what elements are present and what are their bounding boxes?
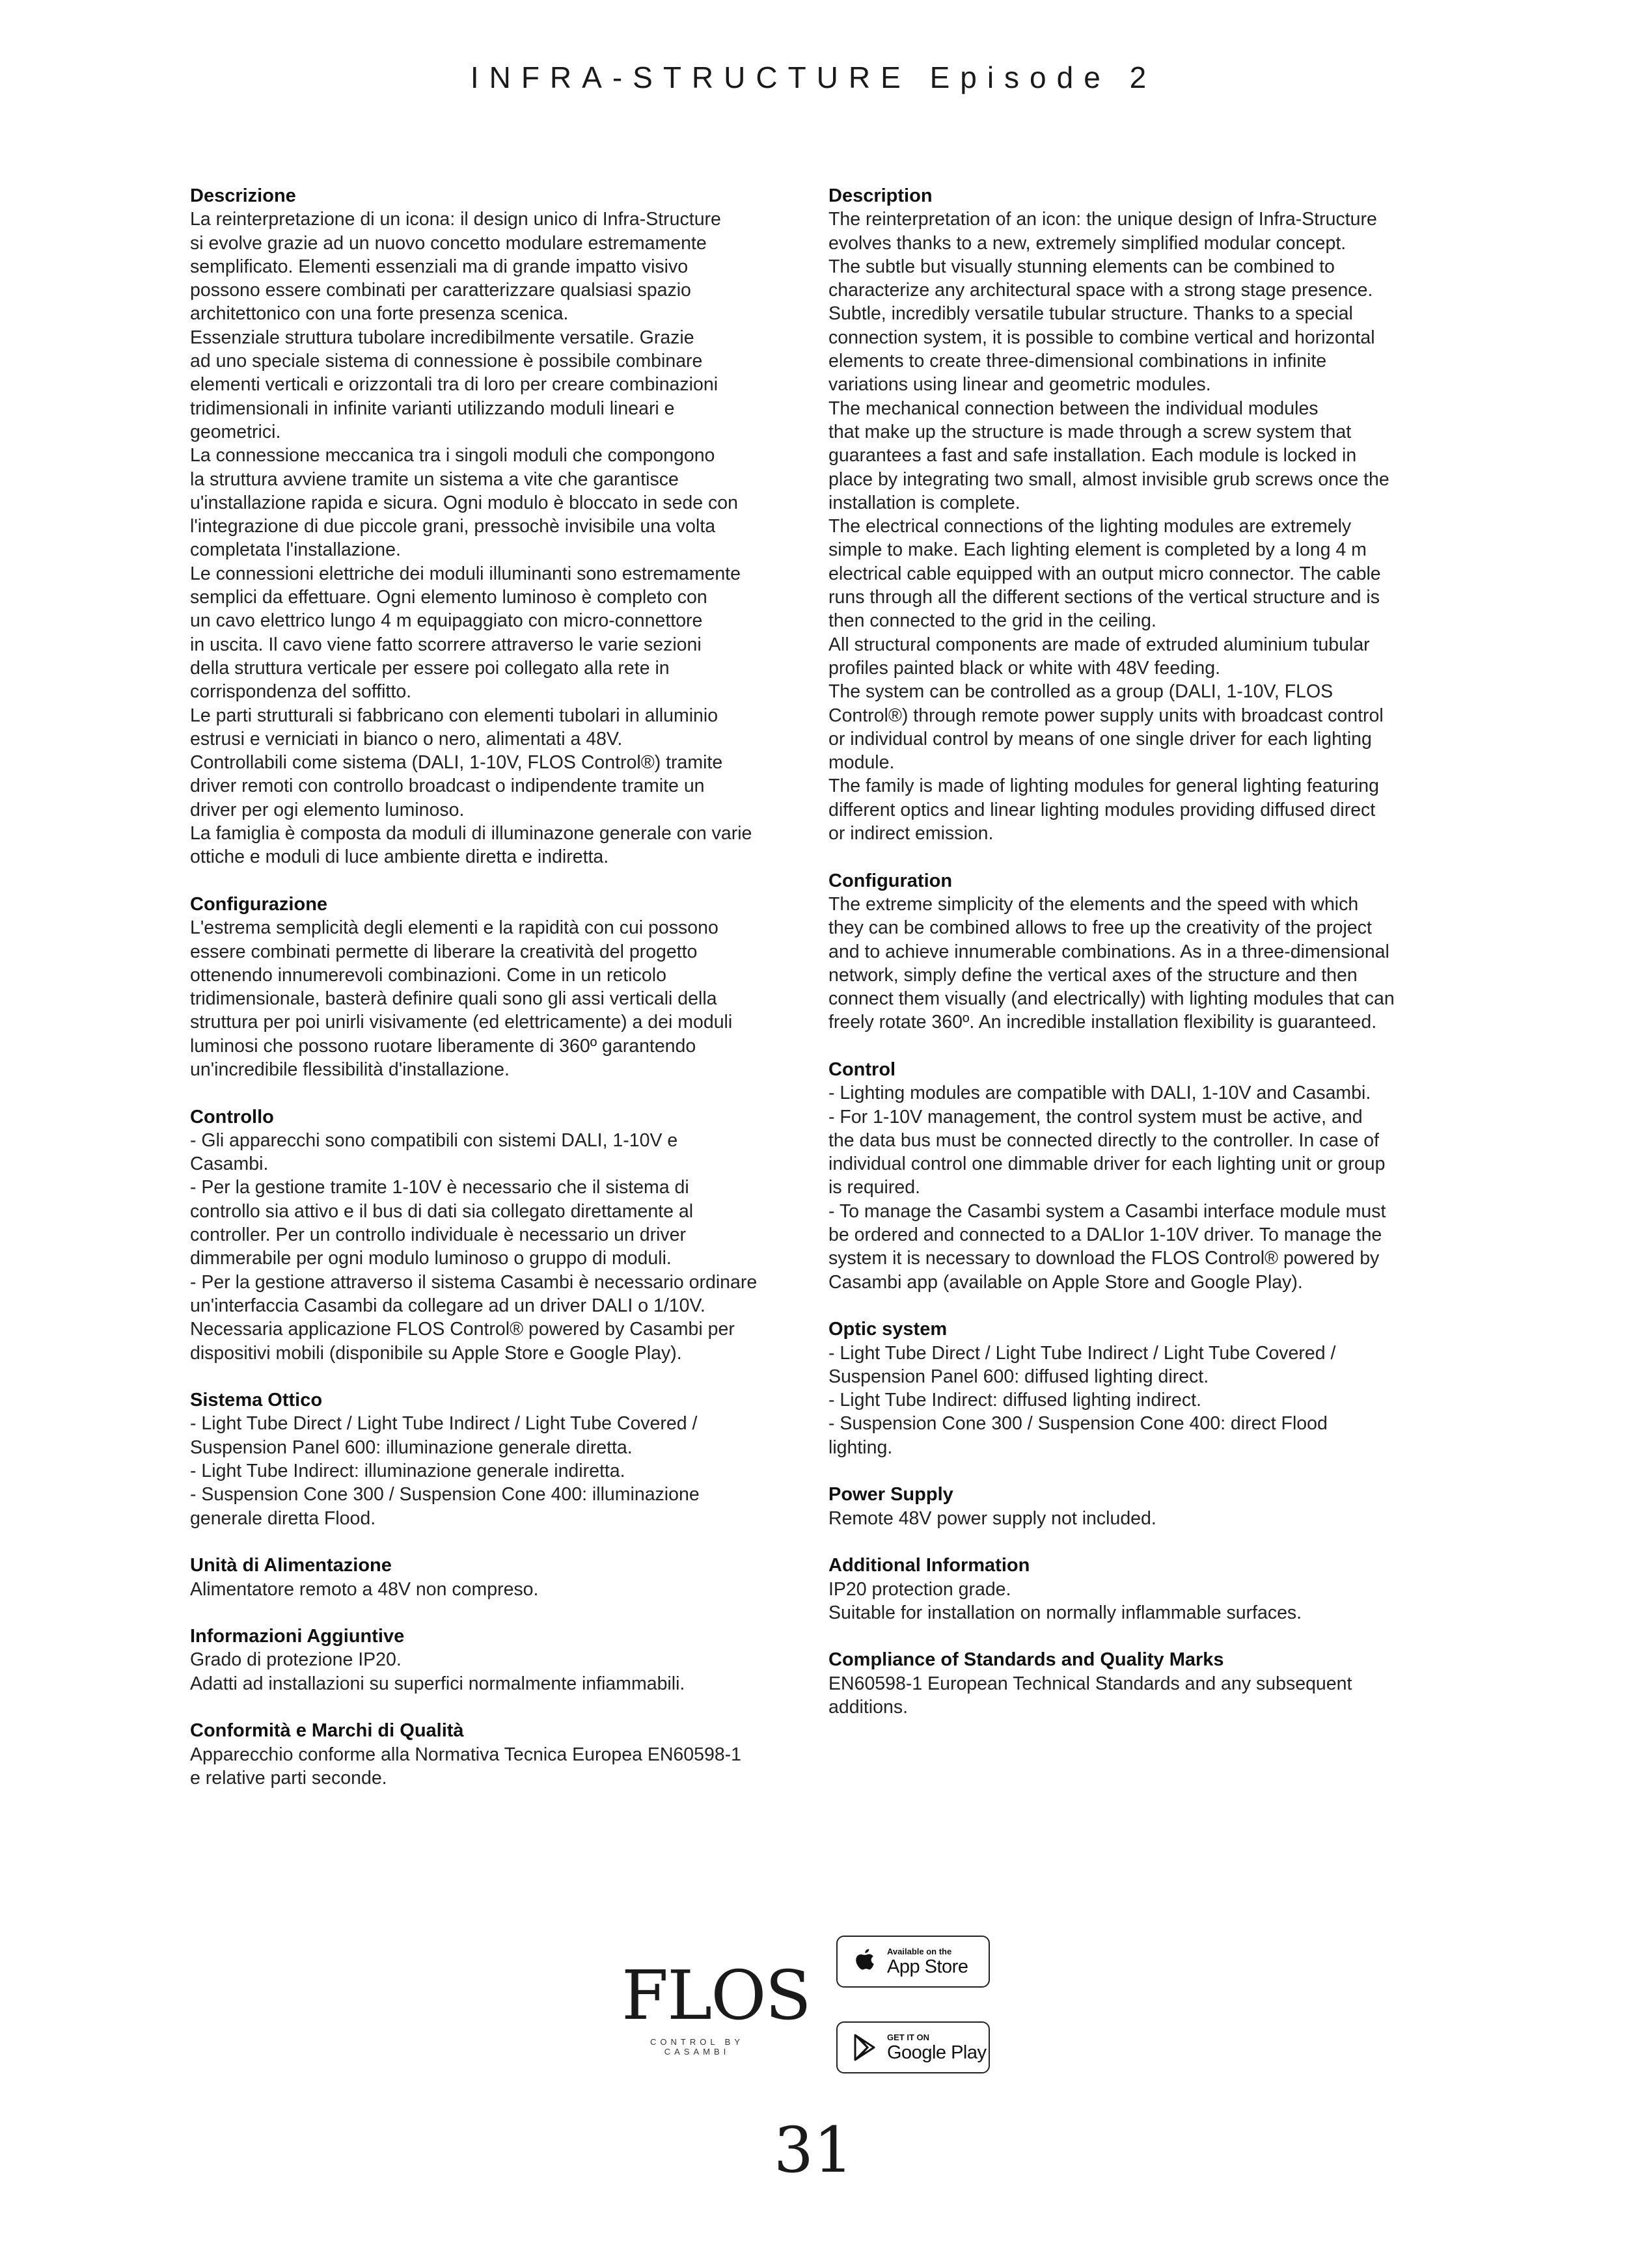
body-line: or indirect emission. [828, 823, 994, 844]
body-line: connection system, it is possible to combine vertical and horizontal [828, 327, 1375, 348]
body-line: e relative parti seconde. [190, 1767, 387, 1789]
flos-logo-subtitle: CONTROL BY CASAMBI [649, 2037, 745, 2057]
body-line: luminosi che possono ruotare liberamente di 360º garantendo [190, 1035, 696, 1057]
body-line: the data bus must be connected directly to the controller. In case of [828, 1129, 1379, 1151]
section-heading: Configuration [828, 870, 953, 891]
apple-icon [852, 1947, 878, 1976]
body-line: freely rotate 360º. An incredible installation flexibility is guaranteed. [828, 1012, 1377, 1033]
body-line: driver per ogi elemento luminoso. [190, 799, 465, 820]
italian-section [190, 1625, 802, 1695]
body-line: - Lighting modules are compatible with DALI, 1-10V and Casambi. [828, 1083, 1371, 1104]
page-title: INFRA-STRUCTURE Episode 2 [470, 61, 1157, 94]
body-line: All structural components are made of extruded aluminium tubular [828, 634, 1370, 655]
body-line: dispositivi mobili (disponibile su Apple Store e Google Play). [190, 1342, 682, 1364]
body-line: struttura per poi unirli visivamente (ed elettricamente) a dei moduli [190, 1012, 733, 1033]
body-line: tridimensionale, basterà definire quali sono gli assi verticali della [190, 988, 717, 1010]
english-section [828, 1317, 1440, 1459]
body-line: un'interfaccia Casambi da collegare ad un driver DALI o 1/10V. [190, 1295, 705, 1316]
body-line: essere combinati permette di liberare la creatività del progetto [190, 941, 698, 962]
body-line: EN60598-1 European Technical Standards and any subsequent [828, 1673, 1352, 1694]
app-store-small-text: Available on the [887, 1946, 952, 1956]
body-line: The subtle but visually stunning elements can be combined to [828, 256, 1335, 277]
body-line: The system can be controlled as a group (DALI, 1-10V, FLOS [828, 681, 1333, 703]
body-line: un'incredibile flessibilità d'installazione. [190, 1059, 510, 1080]
section-heading: Power Supply [828, 1484, 953, 1505]
app-store-button[interactable] [836, 1936, 990, 1988]
italian-section [190, 1388, 802, 1530]
body-line: The extreme simplicity of the elements and the speed with which [828, 893, 1359, 915]
google-play-small-text: GET IT ON [887, 2032, 929, 2042]
italian-section [190, 1719, 802, 1790]
english-section [828, 1058, 1440, 1294]
body-line: possono essere combinati per caratterizzare qualsiasi spazio [190, 280, 691, 301]
body-line: Le parti strutturali si fabbricano con elementi tubolari in alluminio [190, 705, 718, 726]
body-line: ottenendo innumerevoli combinazioni. Come in un reticolo [190, 964, 666, 986]
body-line: driver remoti con controllo broadcast o indipendente tramite un [190, 776, 705, 797]
body-line: Suspension Panel 600: illuminazione generale diretta. [190, 1437, 633, 1458]
body-line: Alimentatore remoto a 48V non compreso. [190, 1578, 539, 1600]
body-line: della struttura verticale per essere poi collegato alla rete in [190, 657, 670, 679]
body-line: - Per la gestione tramite 1-10V è necessario che il sistema di [190, 1177, 689, 1198]
body-line: The electrical connections of the lighting modules are extremely [828, 516, 1352, 537]
body-line: Suitable for installation on normally inflammable surfaces. [828, 1602, 1302, 1623]
body-line: elementi verticali e orizzontali tra di loro per creare combinazioni [190, 374, 718, 396]
body-line: Le connessioni elettriche dei moduli illuminanti sono estremamente [190, 563, 741, 584]
body-line: completata l'installazione. [190, 539, 401, 561]
body-line: module. [828, 752, 895, 774]
body-line: they can be combined allows to free up the creativity of the project [828, 917, 1372, 939]
body-line: semplici da effettuare. Ogni elemento luminoso è completo con [190, 587, 707, 608]
body-line: installation is complete. [828, 492, 1020, 513]
italian-section [190, 1554, 802, 1601]
body-line: corrispondenza del soffitto. [190, 681, 412, 703]
section-heading: Control [828, 1059, 896, 1080]
body-line: Control®) through remote power supply units with broadcast control [828, 705, 1384, 726]
section-heading: Unità di Alimentazione [190, 1555, 392, 1576]
body-line: or individual control by means of one single driver for each lighting [828, 728, 1372, 749]
body-line: architettonico con una forte presenza scenica. [190, 303, 569, 325]
body-line: evolves thanks to a new, extremely simplified modular concept. [828, 232, 1347, 254]
app-store-label: App Store [887, 1956, 968, 1977]
section-heading: Description [828, 185, 933, 206]
body-line: Subtle, incredibly versatile tubular structure. Thanks to a special [828, 303, 1353, 325]
body-line: - Suspension Cone 300 / Suspension Cone 400: direct Flood [828, 1413, 1328, 1435]
body-line: Casambi. [190, 1154, 269, 1175]
body-line: The mechanical connection between the individual modules [828, 398, 1319, 419]
body-line: The reinterpretation of an icon: the unique design of Infra-Structure [828, 209, 1377, 230]
google-play-button[interactable] [836, 2021, 990, 2073]
body-line: Necessaria applicazione FLOS Control® powered by Casambi per [190, 1319, 735, 1340]
body-line: - Per la gestione attraverso il sistema Casambi è necessario ordinare [190, 1271, 758, 1293]
page-number: 31 [773, 2114, 854, 2187]
body-line: Grado di protezione IP20. [190, 1649, 402, 1671]
english-section [828, 1483, 1440, 1530]
body-line: electrical cable equipped with an output micro connector. The cable [828, 563, 1381, 584]
google-play-label: Google Play [887, 2042, 987, 2063]
italian-section [190, 184, 802, 869]
body-line: semplificato. Elementi essenziali ma di grande impatto visivo [190, 256, 689, 277]
english-section [828, 869, 1440, 1034]
body-line: connect them visually (and electrically) with lighting modules that can [828, 988, 1395, 1010]
body-line: controller. Per un controllo individuale è necessario un driver [190, 1224, 686, 1246]
body-line: profiles painted black or white with 48V feeding. [828, 657, 1221, 679]
body-line: - Light Tube Direct / Light Tube Indirect / Light Tube Covered / [190, 1413, 698, 1435]
body-line: Essenziale struttura tubolare incredibilmente versatile. Grazie [190, 327, 694, 348]
body-line: l'integrazione di due piccole grani, pressochè invisibile una volta [190, 516, 716, 537]
body-line: Controllabili come sistema (DALI, 1-10V, FLOS Control®) tramite [190, 752, 723, 774]
body-line: La famiglia è composta da moduli di illuminazone generale con varie [190, 823, 752, 844]
body-line: - Light Tube Indirect: illuminazione generale indiretta. [190, 1461, 625, 1482]
body-line: system it is necessary to download the FLOS Control® powered by [828, 1248, 1380, 1269]
body-line: different optics and linear lighting modules providing diffused direct [828, 799, 1376, 820]
body-line: Remote 48V power supply not included. [828, 1507, 1156, 1529]
body-line: is required. [828, 1177, 920, 1198]
body-line: dimmerabile per ogni modulo luminoso o gruppo di moduli. [190, 1248, 672, 1269]
body-line: L'estrema semplicità degli elementi e la rapidità con cui possono [190, 917, 718, 939]
body-line: then connected to the grid in the ceiling. [828, 610, 1156, 632]
body-line: - For 1-10V management, the control system must be active, and [828, 1106, 1363, 1127]
google-play-icon [852, 2033, 878, 2062]
body-line: simple to make. Each lighting element is completed by a long 4 m [828, 539, 1367, 561]
body-line: - Light Tube Direct / Light Tube Indirect / Light Tube Covered / [828, 1342, 1336, 1364]
body-line: in uscita. Il cavo viene fatto scorrere attraverso le varie sezioni [190, 634, 702, 655]
body-line: La connessione meccanica tra i singoli moduli che compongono [190, 445, 715, 466]
body-line: - Light Tube Indirect: diffused lighting indirect. [828, 1390, 1201, 1411]
body-line: characterize any architectural space with a strong stage presence. [828, 280, 1373, 301]
body-line: u'installazione rapida e sicura. Ogni modulo è bloccato in sede con [190, 492, 738, 513]
body-line: - Suspension Cone 300 / Suspension Cone 400: illuminazione [190, 1484, 700, 1505]
body-line: estrusi e verniciati in bianco o nero, alimentati a 48V. [190, 728, 623, 749]
body-line: - Gli apparecchi sono compatibili con sistemi DALI, 1-10V e [190, 1129, 678, 1151]
body-line: and to achieve innumerable combinations. As in a three-dimensional [828, 941, 1389, 962]
body-line: Apparecchio conforme alla Normativa Tecnica Europea EN60598-1 [190, 1744, 742, 1765]
flos-logo [622, 1956, 810, 2057]
body-line: network, simply define the vertical axes of the structure and then [828, 964, 1358, 986]
body-line: ottiche e moduli di luce ambiente diretta e indiretta. [190, 846, 609, 868]
body-line: La reinterpretazione di un icona: il design unico di Infra-Structure [190, 209, 721, 230]
section-heading: Compliance of Standards and Quality Marks [828, 1649, 1224, 1671]
section-heading: Informazioni Aggiuntive [190, 1626, 405, 1647]
english-section [828, 184, 1440, 845]
body-line: un cavo elettrico lungo 4 m equipaggiato con micro-connettore [190, 610, 703, 632]
body-line: generale diretta Flood. [190, 1507, 376, 1529]
body-line: geometrici. [190, 421, 281, 442]
body-line: individual control one dimmable driver for each lighting unit or group [828, 1154, 1386, 1175]
body-line: ad uno speciale sistema di connessione è possibile combinare [190, 351, 703, 372]
body-line: lighting. [828, 1437, 893, 1458]
body-line: tridimensionali in infinite varianti utilizzando moduli lineari e [190, 398, 675, 419]
section-heading: Configurazione [190, 893, 328, 915]
section-heading: Optic system [828, 1319, 948, 1340]
body-line: Suspension Panel 600: diffused lighting direct. [828, 1366, 1209, 1387]
body-line: runs through all the different sections of the vertical structure and is [828, 587, 1380, 608]
section-heading: Descrizione [190, 185, 296, 206]
body-line: si evolve grazie ad un nuovo concetto modulare estremamente [190, 232, 707, 254]
body-line: be ordered and connected to a DALIor 1-10V driver. To manage the [828, 1224, 1382, 1246]
section-heading: Additional Information [828, 1555, 1030, 1576]
italian-column [190, 184, 802, 1813]
body-line: IP20 protection grade. [828, 1578, 1011, 1600]
body-line: la struttura avviene tramite un sistema a vite che garantisce [190, 468, 679, 490]
section-heading: Controllo [190, 1106, 274, 1127]
body-line: variations using linear and geometric modules. [828, 374, 1211, 396]
body-line: that make up the structure is made through a screw system that [828, 421, 1352, 442]
body-line: Adatti ad installazioni su superfici normalmente infiammabili. [190, 1673, 685, 1694]
body-line: - To manage the Casambi system a Casambi interface module must [828, 1200, 1386, 1222]
italian-section [190, 1105, 802, 1365]
body-line: guarantees a fast and safe installation. Each module is locked in [828, 445, 1357, 466]
body-line: place by integrating two small, almost invisible grub screws once the [828, 468, 1389, 490]
body-line: The family is made of lighting modules for general lighting featuring [828, 776, 1379, 797]
body-line: controllo sia attivo e il bus di dati sia collegato direttamente al [190, 1200, 694, 1222]
section-heading: Conformità e Marchi di Qualità [190, 1720, 464, 1742]
english-column [828, 184, 1440, 1743]
body-line: additions. [828, 1697, 909, 1718]
flos-wordmark: FLOS [622, 1956, 810, 2035]
body-line: elements to create three-dimensional combinations in infinite [828, 351, 1327, 372]
english-section [828, 1554, 1440, 1625]
section-heading: Sistema Ottico [190, 1390, 323, 1411]
body-line: Casambi app (available on Apple Store and Google Play). [828, 1271, 1303, 1293]
italian-section [190, 893, 802, 1081]
english-section [828, 1648, 1440, 1719]
